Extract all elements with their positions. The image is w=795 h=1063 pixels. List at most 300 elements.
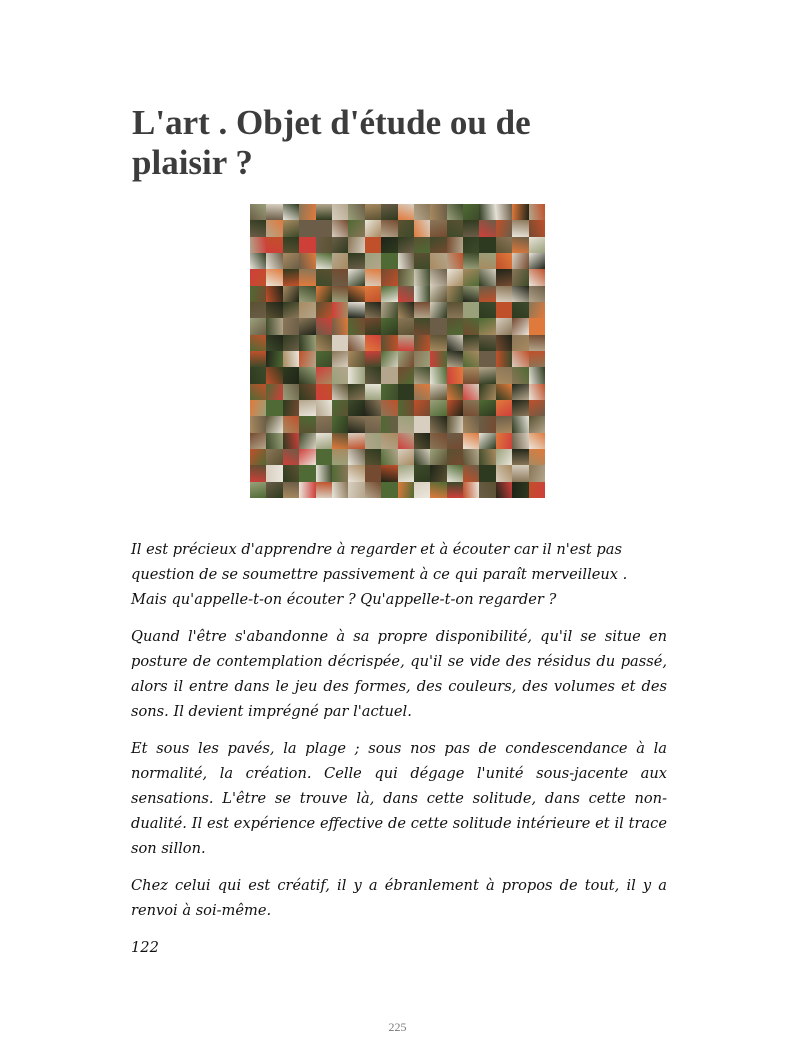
mosaic-tile	[381, 220, 397, 236]
mosaic-tile	[512, 318, 528, 334]
mosaic-tile	[463, 204, 479, 220]
mosaic-tile	[414, 367, 430, 383]
mosaic-tile	[479, 351, 495, 367]
mosaic-tile	[250, 204, 266, 220]
mosaic-tile	[250, 449, 266, 465]
mosaic-tile	[283, 237, 299, 253]
mosaic-tile	[430, 367, 446, 383]
paragraph-2: Quand l'être s'abandonne à sa propre disponibilité, qu'il se situe en posture de contemplation décrispée, qu'il se vide des résidus du passé, alors il entre dans le jeu des formes, des couleurs, des volumes et des sons. Il devient imprégné par l'actuel.	[131, 628, 667, 720]
mosaic-tile	[447, 253, 463, 269]
mosaic-tile	[250, 367, 266, 383]
mosaic-tile	[332, 204, 348, 220]
mosaic-tile	[512, 367, 528, 383]
mosaic-tile	[332, 449, 348, 465]
mosaic-tile	[430, 269, 446, 285]
mosaic-tile	[529, 237, 545, 253]
mosaic-tile	[381, 482, 397, 498]
mosaic-tile	[529, 351, 545, 367]
mosaic-tile	[381, 400, 397, 416]
mosaic-tile	[365, 449, 381, 465]
mosaic-tile	[512, 335, 528, 351]
mosaic-tile	[348, 269, 364, 285]
mosaic-tile	[529, 302, 545, 318]
mosaic-tile	[348, 482, 364, 498]
mosaic-tile	[496, 400, 512, 416]
mosaic-tile	[398, 400, 414, 416]
mosaic-tile	[332, 253, 348, 269]
mosaic-tile	[398, 482, 414, 498]
mosaic-tile	[512, 384, 528, 400]
mosaic-tile	[430, 351, 446, 367]
mosaic-tile	[381, 269, 397, 285]
mosaic-tile	[381, 318, 397, 334]
mosaic-tile	[381, 449, 397, 465]
mosaic-tile	[479, 384, 495, 400]
mosaic-tile	[266, 302, 282, 318]
mosaic-tile	[496, 351, 512, 367]
mosaic-tile	[332, 465, 348, 481]
mosaic-tile	[365, 335, 381, 351]
mosaic-tile	[365, 220, 381, 236]
mosaic-tile	[414, 237, 430, 253]
mosaic-tile	[250, 253, 266, 269]
mosaic-tile	[479, 335, 495, 351]
mosaic-tile	[283, 204, 299, 220]
mosaic-tile	[332, 416, 348, 432]
mosaic-tile	[447, 220, 463, 236]
mosaic-tile	[496, 384, 512, 400]
mosaic-tile	[398, 335, 414, 351]
mosaic-tile	[348, 237, 364, 253]
mosaic-tile	[332, 318, 348, 334]
mosaic-tile	[316, 237, 332, 253]
mosaic-tile	[299, 384, 315, 400]
mosaic-tile	[266, 367, 282, 383]
mosaic-tile	[398, 384, 414, 400]
paragraph-3: Et sous les pavés, la plage ; sous nos pas de condescendance à la normalité, la création. Celle qui dégage l'unité sous-jacente aux sensations. L'être se trouve là, dans cette solitude, dans cette non-dualité. Il est expérience effective de cette solitude intérieure et il trace son sillon.	[131, 740, 667, 857]
mosaic-tile	[381, 335, 397, 351]
mosaic-tile	[348, 465, 364, 481]
mosaic-tile	[479, 269, 495, 285]
mosaic-tile	[414, 220, 430, 236]
mosaic-tile	[414, 335, 430, 351]
mosaic-tile	[283, 286, 299, 302]
mosaic-tile	[529, 433, 545, 449]
mosaic-tile	[316, 433, 332, 449]
mosaic-tile	[512, 465, 528, 481]
mosaic-tile	[512, 269, 528, 285]
mosaic-tile	[316, 367, 332, 383]
mosaic-tile	[512, 351, 528, 367]
mosaic-tile	[512, 433, 528, 449]
mosaic-tile	[365, 416, 381, 432]
mosaic-tile	[512, 302, 528, 318]
mosaic-tile	[414, 286, 430, 302]
mosaic-tile	[447, 400, 463, 416]
mosaic-tile	[332, 237, 348, 253]
mosaic-tile	[348, 220, 364, 236]
mosaic-tile	[463, 416, 479, 432]
mosaic-tile	[496, 269, 512, 285]
mosaic-tile	[250, 351, 266, 367]
mosaic-tile	[463, 237, 479, 253]
mosaic-tile	[496, 253, 512, 269]
body-text	[131, 537, 667, 972]
mosaic-tile	[496, 220, 512, 236]
mosaic-tile	[496, 449, 512, 465]
mosaic-tile	[398, 237, 414, 253]
mosaic-tile	[447, 416, 463, 432]
mosaic-tile	[447, 465, 463, 481]
mosaic-tile	[398, 416, 414, 432]
mosaic-tile	[430, 253, 446, 269]
mosaic-tile	[529, 204, 545, 220]
mosaic-tile	[463, 220, 479, 236]
mosaic-tile	[299, 335, 315, 351]
mosaic-tile	[283, 269, 299, 285]
mosaic-tile	[463, 465, 479, 481]
mosaic-tile	[250, 286, 266, 302]
mosaic-tile	[479, 482, 495, 498]
mosaic-tile	[348, 302, 364, 318]
mosaic-tile	[430, 449, 446, 465]
mosaic-tile	[348, 449, 364, 465]
inline-number: 122	[131, 939, 159, 956]
mosaic-tile	[381, 367, 397, 383]
mosaic-tile	[365, 465, 381, 481]
mosaic-tile	[250, 400, 266, 416]
mosaic-tile	[332, 384, 348, 400]
mosaic-tile	[348, 253, 364, 269]
mosaic-tile	[332, 335, 348, 351]
mosaic-tile	[266, 416, 282, 432]
mosaic-tile	[496, 335, 512, 351]
mosaic-tile	[463, 318, 479, 334]
mosaic-tile	[398, 286, 414, 302]
mosaic-tile	[463, 351, 479, 367]
mosaic-tile	[381, 204, 397, 220]
mosaic-tile	[414, 449, 430, 465]
mosaic-tile	[348, 384, 364, 400]
mosaic-tile	[299, 204, 315, 220]
mosaic-tile	[299, 318, 315, 334]
mosaic-tile	[398, 433, 414, 449]
mosaic-tile	[266, 384, 282, 400]
mosaic-tile	[496, 302, 512, 318]
mosaic-tile	[266, 269, 282, 285]
mosaic-tile	[365, 302, 381, 318]
mosaic-tile	[316, 416, 332, 432]
mosaic-tile	[266, 253, 282, 269]
mosaic-tile	[332, 400, 348, 416]
mosaic-tile	[447, 204, 463, 220]
paragraph-1: Il est précieux d'apprendre à regarder et à écouter car il n'est pas question de se soumettre passivement à ce qui paraît merveilleux . Mais qu'appelle-t-on écouter ? Qu'appelle-t-on regarder ?	[131, 541, 628, 608]
mosaic-tile	[463, 335, 479, 351]
mosaic-tile	[430, 416, 446, 432]
mosaic-tile	[283, 416, 299, 432]
mosaic-tile	[266, 220, 282, 236]
mosaic-tile	[266, 318, 282, 334]
mosaic-tile	[250, 302, 266, 318]
mosaic-tile	[430, 286, 446, 302]
mosaic-tile	[479, 449, 495, 465]
mosaic-tile	[512, 416, 528, 432]
mosaic-tile	[430, 318, 446, 334]
mosaic-tile	[529, 286, 545, 302]
mosaic-tile	[479, 433, 495, 449]
mosaic-tile	[266, 237, 282, 253]
mosaic-tile	[283, 318, 299, 334]
mosaic-tile	[398, 269, 414, 285]
mosaic-tile	[316, 253, 332, 269]
mosaic-tile	[299, 351, 315, 367]
mosaic-tile	[398, 465, 414, 481]
mosaic-tile	[316, 449, 332, 465]
mosaic-tile	[365, 433, 381, 449]
mosaic-tile	[398, 220, 414, 236]
mosaic-tile	[496, 204, 512, 220]
mosaic-tile	[512, 220, 528, 236]
mosaic-tile	[479, 237, 495, 253]
mosaic-tile	[332, 367, 348, 383]
mosaic-tile	[381, 433, 397, 449]
mosaic-tile	[512, 286, 528, 302]
mosaic-tile	[250, 335, 266, 351]
mosaic-tile	[266, 433, 282, 449]
mosaic-tile	[365, 204, 381, 220]
mosaic-tile	[250, 269, 266, 285]
mosaic-tile	[479, 400, 495, 416]
mosaic-tile	[332, 433, 348, 449]
mosaic-tile	[365, 482, 381, 498]
mosaic-tile	[529, 384, 545, 400]
mosaic-tile	[414, 465, 430, 481]
mosaic-tile	[348, 416, 364, 432]
mosaic-tile	[398, 302, 414, 318]
mosaic-tile	[365, 286, 381, 302]
mosaic-tile	[496, 286, 512, 302]
mosaic-tile	[365, 237, 381, 253]
mosaic-tile	[447, 367, 463, 383]
mosaic-tile	[414, 253, 430, 269]
mosaic-tile	[365, 318, 381, 334]
mosaic-tile	[463, 286, 479, 302]
mosaic-tile	[316, 318, 332, 334]
mosaic-tile	[316, 269, 332, 285]
mosaic-tile	[332, 286, 348, 302]
mosaic-tile	[365, 400, 381, 416]
mosaic-tile	[348, 318, 364, 334]
mosaic-tile	[414, 400, 430, 416]
mosaic-tile	[398, 449, 414, 465]
mosaic-tile	[283, 433, 299, 449]
mosaic-tile	[430, 220, 446, 236]
mosaic-tile	[430, 465, 446, 481]
mosaic-tile	[430, 335, 446, 351]
mosaic-tile	[299, 449, 315, 465]
mosaic-tile	[496, 465, 512, 481]
mosaic-tile	[463, 269, 479, 285]
mosaic-tile	[365, 367, 381, 383]
mosaic-tile	[381, 465, 397, 481]
mosaic-tile	[430, 384, 446, 400]
mosaic-tile	[316, 351, 332, 367]
mosaic-tile	[250, 482, 266, 498]
mosaic-tile	[266, 400, 282, 416]
mosaic-tile	[430, 302, 446, 318]
mosaic-tile	[463, 433, 479, 449]
mosaic-tile	[381, 302, 397, 318]
photo-mosaic-image	[250, 204, 545, 498]
mosaic-tile	[283, 253, 299, 269]
mosaic-tile	[529, 400, 545, 416]
mosaic-tile	[299, 367, 315, 383]
mosaic-tile	[381, 253, 397, 269]
mosaic-tile	[479, 465, 495, 481]
mosaic-tile	[316, 400, 332, 416]
mosaic-tile	[430, 204, 446, 220]
mosaic-tile	[266, 449, 282, 465]
mosaic-tile	[348, 351, 364, 367]
mosaic-tile	[332, 302, 348, 318]
mosaic-tile	[529, 367, 545, 383]
mosaic-tile	[447, 318, 463, 334]
mosaic-tile	[283, 220, 299, 236]
mosaic-tile	[316, 220, 332, 236]
mosaic-tile	[316, 465, 332, 481]
mosaic-tile	[283, 351, 299, 367]
mosaic-tile	[512, 204, 528, 220]
mosaic-tile	[496, 237, 512, 253]
mosaic-tile	[250, 220, 266, 236]
mosaic-tile	[479, 286, 495, 302]
mosaic-tile	[266, 465, 282, 481]
mosaic-tile	[529, 253, 545, 269]
mosaic-tile	[463, 400, 479, 416]
mosaic-tile	[398, 204, 414, 220]
mosaic-tile	[348, 367, 364, 383]
mosaic-tile	[332, 482, 348, 498]
mosaic-tile	[283, 449, 299, 465]
mosaic-tile	[447, 433, 463, 449]
mosaic-tile	[463, 302, 479, 318]
mosaic-tile	[414, 302, 430, 318]
mosaic-tile	[299, 400, 315, 416]
mosaic-tile	[266, 204, 282, 220]
mosaic-tile	[479, 220, 495, 236]
mosaic-tile	[348, 400, 364, 416]
mosaic-tile	[299, 302, 315, 318]
mosaic-tile	[496, 318, 512, 334]
mosaic-tile	[529, 465, 545, 481]
mosaic-tile	[414, 433, 430, 449]
mosaic-tile	[365, 269, 381, 285]
mosaic-tile	[283, 302, 299, 318]
mosaic-tile	[332, 351, 348, 367]
mosaic-tile	[250, 237, 266, 253]
mosaic-tile	[283, 465, 299, 481]
mosaic-tile	[529, 416, 545, 432]
mosaic-tile	[381, 384, 397, 400]
mosaic-tile	[479, 302, 495, 318]
mosaic-tile	[348, 286, 364, 302]
mosaic-tile	[430, 433, 446, 449]
mosaic-tile	[381, 416, 397, 432]
mosaic-tile	[463, 253, 479, 269]
mosaic-tile	[299, 416, 315, 432]
mosaic-tile	[430, 400, 446, 416]
mosaic-tile	[529, 269, 545, 285]
mosaic-tile	[332, 220, 348, 236]
mosaic-tile	[463, 367, 479, 383]
mosaic-tile	[447, 384, 463, 400]
mosaic-tile	[316, 302, 332, 318]
mosaic-tile	[479, 416, 495, 432]
mosaic-tile	[365, 351, 381, 367]
mosaic-tile	[299, 237, 315, 253]
mosaic-tile	[447, 237, 463, 253]
mosaic-tile	[365, 253, 381, 269]
mosaic-tile	[447, 302, 463, 318]
mosaic-tile	[496, 433, 512, 449]
mosaic-tile	[299, 269, 315, 285]
mosaic-tile	[414, 204, 430, 220]
mosaic-tile	[414, 482, 430, 498]
mosaic-tile	[316, 384, 332, 400]
mosaic-tile	[414, 269, 430, 285]
page-title: L'art . Objet d'étude ou de plaisir ?	[132, 103, 531, 182]
mosaic-tile	[299, 253, 315, 269]
mosaic-tile	[512, 253, 528, 269]
mosaic-tile	[430, 237, 446, 253]
mosaic-tile	[316, 286, 332, 302]
mosaic-tile	[414, 351, 430, 367]
mosaic-tile	[414, 318, 430, 334]
mosaic-tile	[414, 416, 430, 432]
mosaic-tile	[398, 253, 414, 269]
mosaic-tile	[529, 482, 545, 498]
paragraph-4: Chez celui qui est créatif, il y a ébranlement à propos de tout, il y a renvoi à soi-même.	[131, 877, 667, 919]
mosaic-tile	[512, 237, 528, 253]
mosaic-tile	[381, 351, 397, 367]
mosaic-tile	[398, 351, 414, 367]
mosaic-tile	[479, 318, 495, 334]
mosaic-tile	[266, 286, 282, 302]
mosaic-tile	[512, 482, 528, 498]
mosaic-tile	[512, 400, 528, 416]
mosaic-tile	[299, 286, 315, 302]
mosaic-tile	[283, 482, 299, 498]
mosaic-tile	[529, 318, 545, 334]
mosaic-tile	[299, 433, 315, 449]
mosaic-tile	[447, 449, 463, 465]
mosaic-tile	[283, 400, 299, 416]
mosaic-tile	[365, 384, 381, 400]
mosaic-tile	[299, 482, 315, 498]
mosaic-tile	[447, 351, 463, 367]
mosaic-tile	[283, 384, 299, 400]
mosaic-tile	[316, 204, 332, 220]
mosaic-tile	[430, 482, 446, 498]
mosaic-tile	[447, 286, 463, 302]
mosaic-tile	[496, 416, 512, 432]
mosaic-tile	[250, 465, 266, 481]
mosaic-tile	[479, 253, 495, 269]
mosaic-tile	[266, 335, 282, 351]
mosaic-tile	[463, 449, 479, 465]
mosaic-tile	[299, 220, 315, 236]
mosaic-tile	[316, 335, 332, 351]
